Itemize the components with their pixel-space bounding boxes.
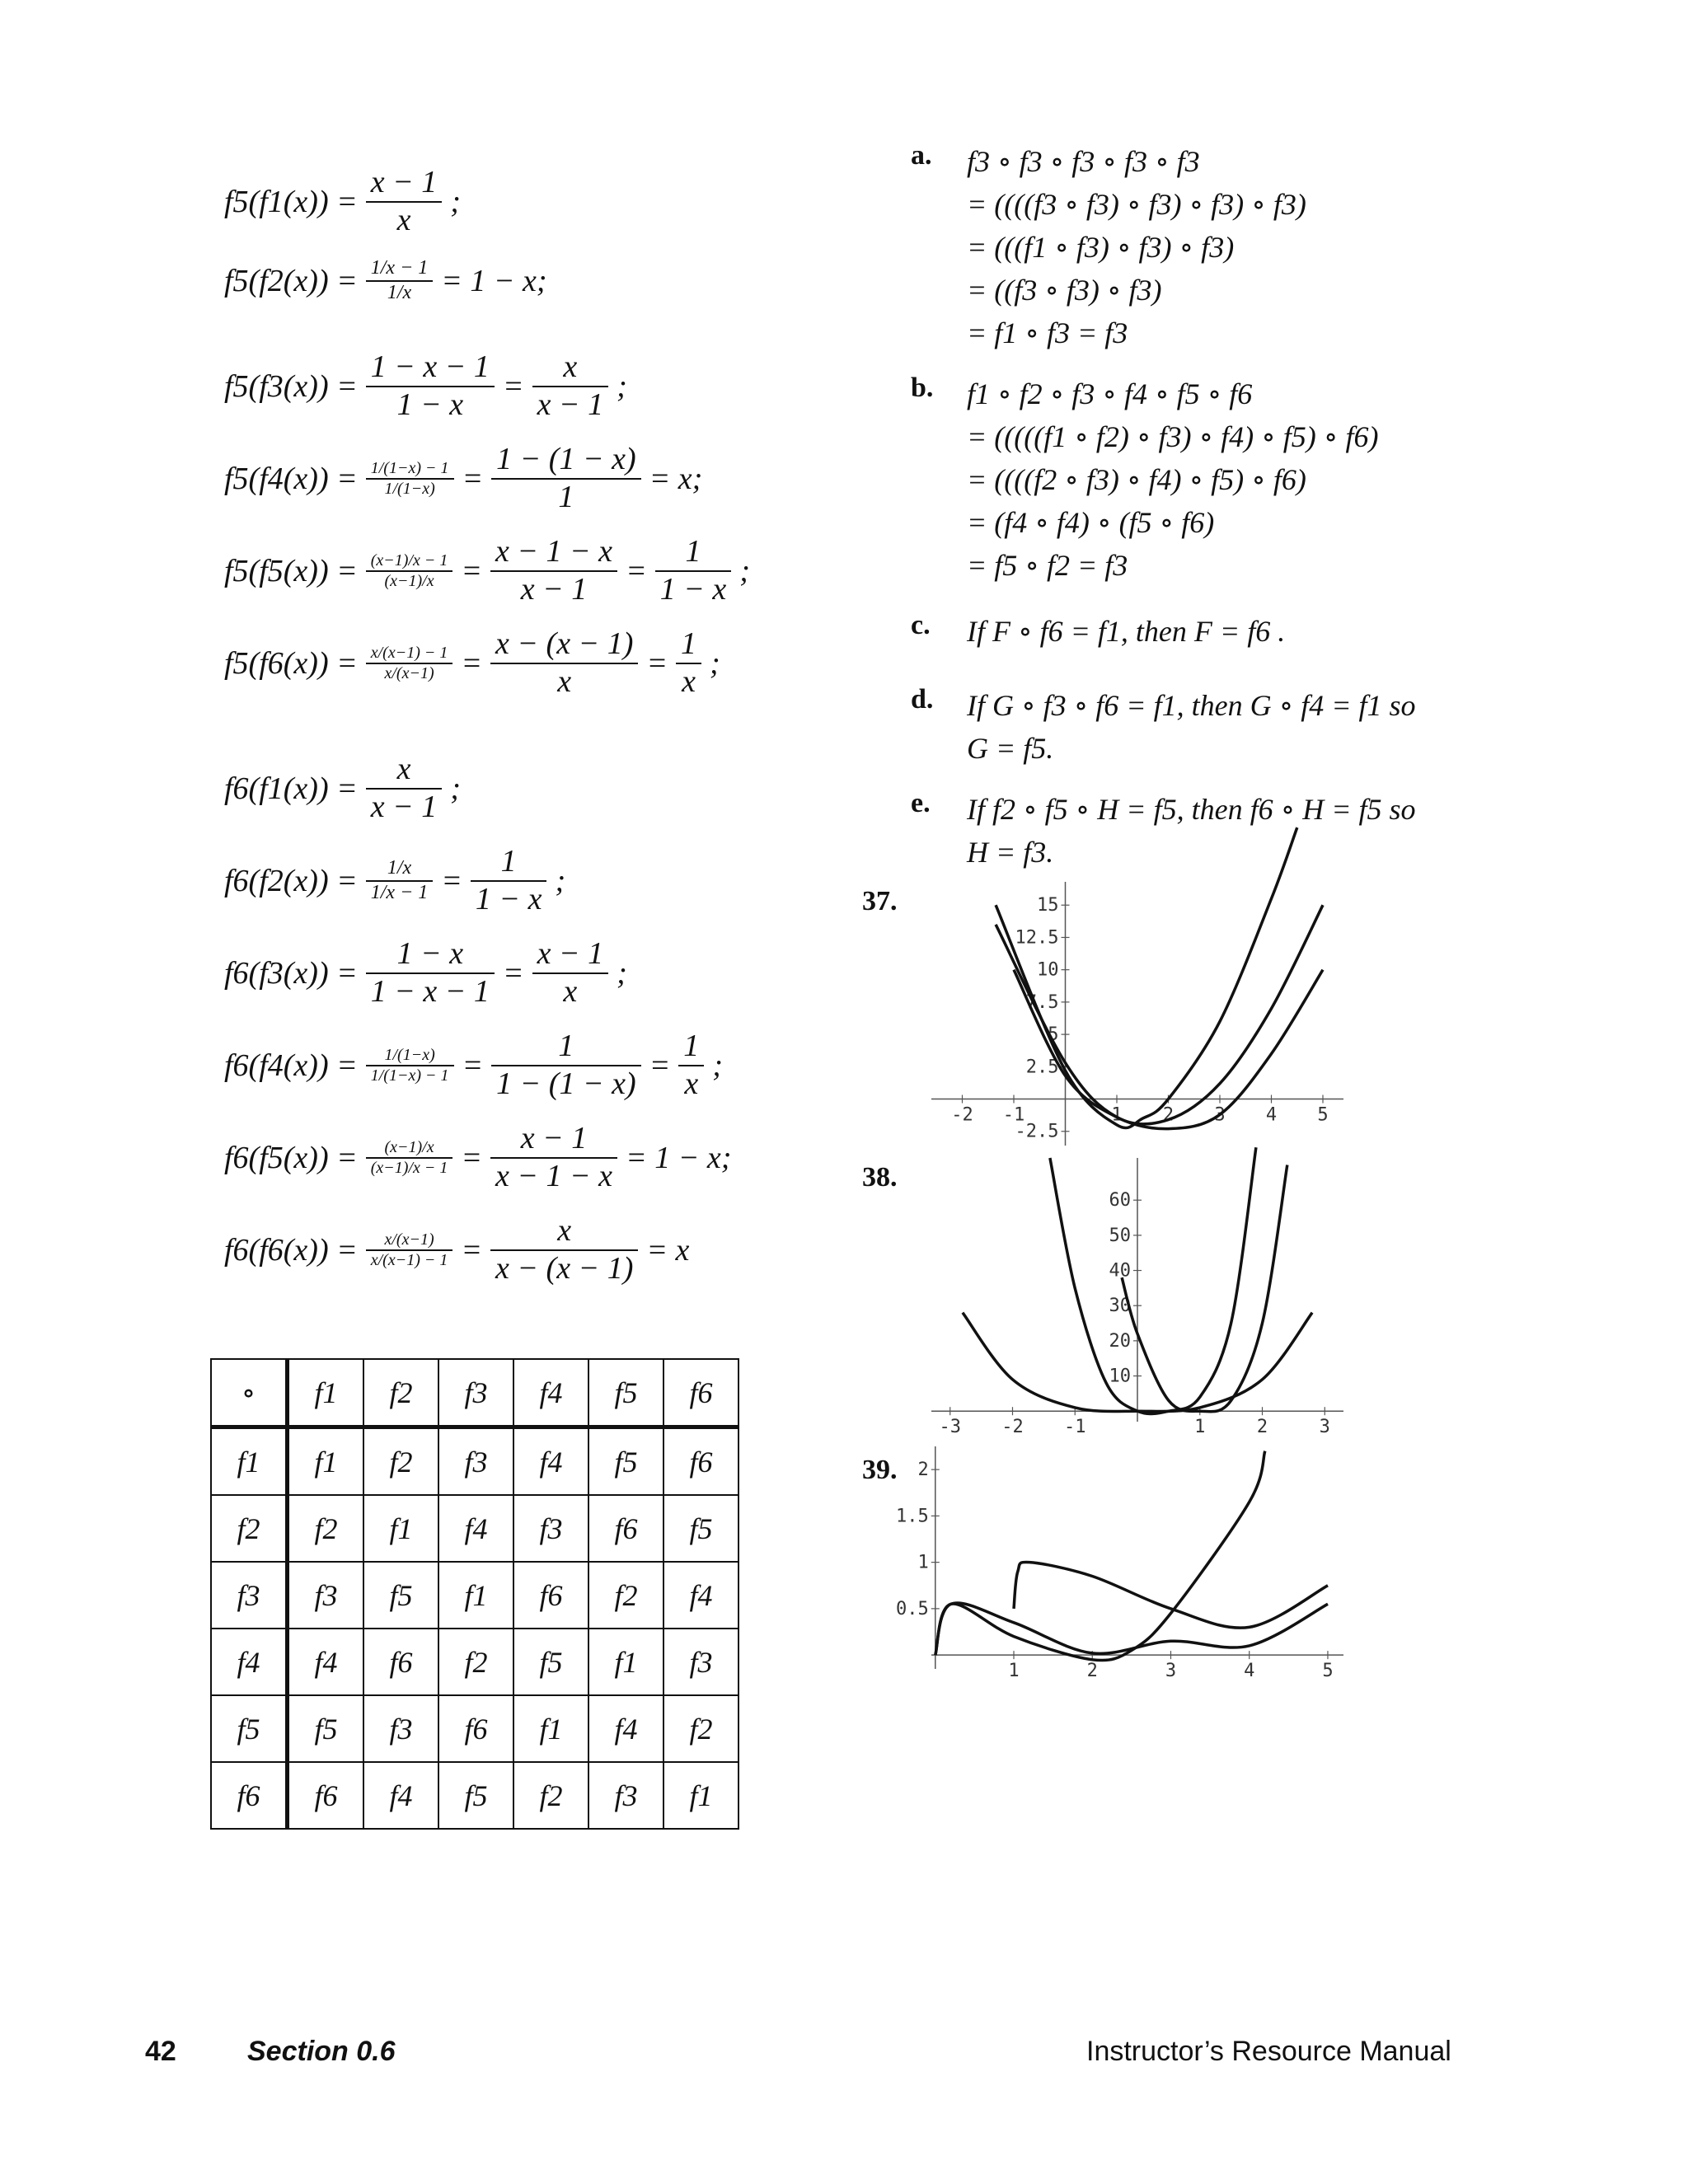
numerator: 1/x	[366, 857, 434, 882]
fraction	[655, 534, 732, 607]
table-cell: f4	[513, 1427, 588, 1496]
equals: =	[649, 1047, 671, 1083]
equation-f5-f3	[224, 349, 867, 442]
denominator: 1 − x − 1	[370, 973, 490, 1009]
part-label: c.	[911, 610, 931, 640]
line: If G ∘ f3 ∘ f6 = f1, then G ∘ f4 = f1 so	[967, 689, 1416, 722]
denominator: x/(x−1)	[384, 663, 434, 682]
lhs: f6(f1(x)) =	[224, 771, 358, 806]
tail: ;	[617, 955, 627, 991]
tail: ;	[450, 771, 461, 806]
table-cell: f5	[363, 1562, 438, 1629]
numerator: 1	[471, 844, 547, 882]
y-tick-label: 0.5	[896, 1598, 929, 1619]
table-header-cell: f4	[513, 1359, 588, 1427]
section-title: Section 0.6	[247, 2036, 396, 2067]
part-lines	[967, 788, 1416, 874]
table-cell: f3	[363, 1695, 438, 1762]
left-equations	[224, 165, 867, 1305]
lhs: f6(f3(x)) =	[224, 955, 358, 991]
chart-39	[896, 1438, 1352, 1682]
numerator: 1	[655, 534, 732, 572]
denominator: x/(x−1) − 1	[370, 1250, 448, 1269]
table-cell: f3	[588, 1762, 663, 1829]
lhs: f5(f3(x)) =	[224, 368, 358, 404]
numerator: x − (x − 1)	[490, 626, 638, 664]
numerator: x	[490, 1213, 638, 1251]
table-header-cell: f5	[588, 1359, 663, 1427]
x-tick-label: 5	[1322, 1661, 1334, 1682]
problem-37-label: 37.	[862, 886, 898, 916]
equation-f6-f4	[224, 1029, 867, 1121]
table-cell: f4	[663, 1562, 738, 1629]
table-cell: f5	[663, 1495, 738, 1562]
fraction	[366, 1138, 453, 1178]
equals: =	[461, 645, 483, 681]
equals: =	[646, 645, 668, 681]
fraction	[532, 936, 609, 1010]
part-d	[911, 684, 1488, 780]
line: = ((((f3 ∘ f3) ∘ f3) ∘ f3) ∘ f3)	[967, 188, 1306, 221]
equals: =	[441, 863, 462, 898]
table-cell: f1	[588, 1629, 663, 1695]
numerator: (x−1)/x − 1	[366, 551, 453, 572]
denominator: x	[563, 973, 578, 1009]
table-cell: f5	[588, 1427, 663, 1496]
denominator: 1 − (1 − x)	[496, 1066, 636, 1101]
table-row	[211, 1562, 738, 1629]
composition-table	[210, 1358, 739, 1830]
table-row	[211, 1495, 738, 1562]
part-b	[911, 373, 1488, 602]
table-row-header: f2	[211, 1495, 288, 1562]
x-tick-label: -1	[1063, 1417, 1086, 1438]
table-cell: f4	[588, 1695, 663, 1762]
table-header-row	[211, 1359, 738, 1427]
numerator: 1 − x − 1	[366, 349, 495, 387]
lhs: f6(f4(x)) =	[224, 1047, 358, 1083]
table-cell: f6	[513, 1562, 588, 1629]
y-tick-label: 1.5	[896, 1506, 929, 1527]
numerator: x/(x−1)	[366, 1230, 453, 1251]
lhs: f6(f2(x)) =	[224, 863, 358, 898]
part-c	[911, 610, 1488, 676]
part-a	[911, 140, 1488, 364]
table-cell: f6	[663, 1427, 738, 1496]
x-tick-label: 2	[1086, 1661, 1098, 1682]
numerator: 1	[491, 1029, 640, 1066]
x-tick-label: 4	[1265, 1104, 1278, 1126]
lhs: f5(f4(x)) =	[224, 461, 358, 496]
table-cell: f6	[288, 1762, 364, 1829]
table-row	[211, 1427, 738, 1496]
fraction	[490, 1121, 617, 1194]
part-e	[911, 788, 1488, 879]
table-cell: f3	[288, 1562, 364, 1629]
denominator: x − (x − 1)	[495, 1250, 634, 1286]
line: If F ∘ f6 = f1, then F = f6 .	[967, 615, 1286, 648]
equation-f5-f2	[224, 257, 867, 349]
y-tick-label: 30	[1109, 1296, 1131, 1317]
denominator: x − 1	[537, 387, 604, 422]
part-label: b.	[911, 373, 934, 403]
x-tick-label: 1	[1194, 1417, 1206, 1438]
line: H = f3.	[967, 836, 1054, 869]
fraction	[366, 459, 454, 499]
equation-f6-f1	[224, 752, 867, 844]
fraction	[366, 257, 434, 304]
numerator: 1/x − 1	[366, 257, 434, 282]
x-tick-label: 2	[1256, 1417, 1268, 1438]
tail: = x	[646, 1232, 690, 1268]
numerator: 1 − (1 − x)	[491, 442, 640, 480]
x-tick-label: 3	[1214, 1104, 1226, 1126]
table-cell: f4	[438, 1495, 513, 1562]
fraction	[366, 165, 443, 238]
equation-f6-f5	[224, 1121, 867, 1213]
numerator: x	[366, 752, 443, 790]
fraction	[366, 644, 453, 683]
series-line	[1014, 1562, 1328, 1628]
series-line	[1122, 1165, 1287, 1412]
part-label: e.	[911, 788, 931, 818]
table-cell: f6	[363, 1629, 438, 1695]
table-header-cell: f3	[438, 1359, 513, 1427]
table-cell: f4	[363, 1762, 438, 1829]
x-tick-label: 2	[1162, 1104, 1175, 1126]
table-cell: f2	[663, 1695, 738, 1762]
fraction	[676, 626, 701, 700]
x-tick-label: 5	[1317, 1104, 1329, 1126]
y-tick-label: 50	[1109, 1225, 1131, 1246]
numerator: 1	[676, 626, 701, 664]
fraction	[471, 844, 547, 917]
table-cell: f2	[513, 1762, 588, 1829]
denominator: 1	[558, 479, 574, 514]
denominator: 1/(1−x) − 1	[370, 1066, 449, 1085]
line: = f5 ∘ f2 = f3	[967, 549, 1128, 582]
equation-f5-f5	[224, 534, 867, 626]
table-cell: f2	[363, 1427, 438, 1496]
line: = f1 ∘ f3 = f3	[967, 316, 1128, 349]
fraction	[366, 752, 443, 825]
chart-37	[923, 874, 1352, 1154]
y-tick-label: 40	[1109, 1260, 1131, 1282]
table-cell: f1	[288, 1427, 364, 1496]
denominator: x − 1	[520, 571, 588, 607]
fraction	[490, 1213, 638, 1286]
lhs: f6(f5(x)) =	[224, 1140, 358, 1175]
part-label: d.	[911, 684, 934, 715]
tail: = 1 − x;	[441, 263, 547, 298]
equals: =	[461, 1232, 483, 1268]
equals: =	[462, 1047, 484, 1083]
fraction	[491, 442, 640, 515]
table-header-cell: f1	[288, 1359, 364, 1427]
fraction	[490, 534, 617, 607]
x-tick-label: -1	[1002, 1104, 1025, 1126]
denominator: 1 − x	[396, 387, 464, 422]
tail: ;	[617, 368, 627, 404]
y-tick-label: 2	[917, 1460, 929, 1481]
denominator: 1 − x	[659, 571, 727, 607]
numerator: x − 1	[532, 936, 609, 974]
table-cell: f3	[663, 1629, 738, 1695]
lhs: f5(f5(x)) =	[224, 553, 358, 588]
tail: ;	[450, 184, 461, 219]
fraction	[366, 349, 495, 423]
table-cell: f2	[438, 1629, 513, 1695]
fraction	[678, 1029, 704, 1102]
equation-f6-f2	[224, 844, 867, 936]
x-tick-label: 1	[1111, 1104, 1123, 1126]
numerator: 1	[678, 1029, 704, 1066]
table-header-cell: f2	[363, 1359, 438, 1427]
y-tick-label: 1	[917, 1552, 929, 1573]
y-tick-label: 10	[1109, 1366, 1131, 1387]
chart-38	[923, 1150, 1352, 1438]
x-tick-label: 3	[1319, 1417, 1330, 1438]
table-row-header: f5	[211, 1695, 288, 1762]
table-cell: f5	[288, 1695, 364, 1762]
line: = (((f1 ∘ f3) ∘ f3) ∘ f3)	[967, 231, 1235, 264]
table-row-header: f4	[211, 1629, 288, 1695]
y-tick-label: 15	[1037, 895, 1059, 916]
denominator: x − 1	[370, 789, 438, 824]
x-tick-label: -3	[939, 1417, 961, 1438]
table-row-header: f1	[211, 1427, 288, 1496]
y-tick-label: 10	[1037, 959, 1059, 981]
part-label: a.	[911, 140, 932, 171]
fraction	[490, 626, 638, 700]
y-tick-label: 60	[1109, 1190, 1131, 1212]
line: G = f5.	[967, 732, 1054, 765]
x-tick-label: -2	[951, 1104, 973, 1126]
denominator: 1/x	[387, 281, 412, 303]
tail: = x;	[649, 461, 703, 496]
series-line	[935, 1451, 1265, 1661]
line: f1 ∘ f2 ∘ f3 ∘ f4 ∘ f5 ∘ f6	[967, 377, 1253, 410]
part-lines	[967, 373, 1378, 587]
table-cell: f1	[513, 1695, 588, 1762]
equals: =	[461, 1140, 483, 1175]
equation-f5-f1	[224, 165, 867, 257]
numerator: x − 1 − x	[490, 534, 617, 572]
table-cell: f2	[588, 1562, 663, 1629]
numerator: x − 1	[490, 1121, 617, 1159]
fraction	[366, 1230, 453, 1270]
fraction	[366, 1046, 454, 1085]
table-cell: f5	[438, 1762, 513, 1829]
equation-f6-f6	[224, 1213, 867, 1305]
lhs: f5(f6(x)) =	[224, 645, 358, 681]
equals: =	[462, 461, 484, 496]
manual-title: Instructor’s Resource Manual	[1086, 2036, 1451, 2067]
fraction	[532, 349, 609, 423]
equation-f6-f3	[224, 936, 867, 1029]
numerator: x/(x−1) − 1	[366, 644, 453, 664]
table-cell: f1	[663, 1762, 738, 1829]
denominator: x	[557, 663, 572, 699]
numerator: 1 − x	[366, 936, 495, 974]
y-tick-label: 7.5	[1025, 991, 1059, 1013]
table-row-header: f3	[211, 1562, 288, 1629]
table-cell: f3	[438, 1427, 513, 1496]
x-tick-label: 1	[1008, 1661, 1020, 1682]
table-cell: f2	[288, 1495, 364, 1562]
table-row	[211, 1695, 738, 1762]
part-lines	[967, 140, 1306, 354]
denominator: x	[684, 1066, 699, 1101]
lhs: f5(f2(x)) =	[224, 263, 358, 298]
numerator: x	[532, 349, 609, 387]
y-tick-label: -2.5	[1015, 1121, 1059, 1142]
table-row	[211, 1762, 738, 1829]
fraction	[491, 1029, 640, 1102]
denominator: x	[396, 202, 411, 237]
tail: ;	[739, 553, 750, 588]
y-tick-label: 12.5	[1015, 927, 1059, 949]
x-tick-label: -2	[1001, 1417, 1024, 1438]
table-row	[211, 1629, 738, 1695]
fraction	[366, 936, 495, 1010]
line: = (((((f1 ∘ f2) ∘ f3) ∘ f4) ∘ f5) ∘ f6)	[967, 420, 1379, 453]
line: If f2 ∘ f5 ∘ H = f5, then f6 ∘ H = f5 so	[967, 793, 1416, 826]
x-tick-label: 4	[1244, 1661, 1255, 1682]
equation-f5-f6	[224, 626, 867, 719]
denominator: 1/(1−x)	[384, 479, 435, 498]
tail: = 1 − x;	[626, 1140, 732, 1175]
table-cell: f6	[588, 1495, 663, 1562]
y-tick-label: 5	[1048, 1024, 1059, 1046]
part-lines	[967, 610, 1285, 653]
line: f3 ∘ f3 ∘ f3 ∘ f3 ∘ f3	[967, 145, 1200, 178]
lhs: f6(f6(x)) =	[224, 1232, 358, 1268]
right-parts	[911, 140, 1488, 887]
x-tick-label: 3	[1165, 1661, 1177, 1682]
equals: =	[502, 955, 524, 991]
table-cell: f3	[513, 1495, 588, 1562]
table-cell: f1	[363, 1495, 438, 1562]
denominator: x − 1 − x	[495, 1158, 613, 1193]
problem-38-label: 38.	[862, 1162, 898, 1193]
y-tick-label: 20	[1109, 1330, 1131, 1352]
denominator: 1/x − 1	[370, 881, 429, 903]
numerator: 1/(1−x) − 1	[366, 459, 454, 480]
table-cell: f1	[438, 1562, 513, 1629]
numerator: (x−1)/x	[366, 1138, 453, 1159]
table-header-cell: f6	[663, 1359, 738, 1427]
equals: =	[502, 368, 524, 404]
part-lines	[967, 684, 1416, 770]
table-cell: f6	[438, 1695, 513, 1762]
denominator: (x−1)/x	[384, 571, 434, 590]
equals: =	[461, 553, 483, 588]
tail: ;	[712, 1047, 723, 1083]
equation-f5-f4	[224, 442, 867, 534]
line: = ((f3 ∘ f3) ∘ f3)	[967, 274, 1162, 307]
denominator: 1 − x	[475, 881, 542, 916]
numerator: 1/(1−x)	[366, 1046, 454, 1066]
line: = ((((f2 ∘ f3) ∘ f4) ∘ f5) ∘ f6)	[967, 463, 1306, 496]
series-line	[935, 1603, 1328, 1655]
numerator: x − 1	[366, 165, 443, 203]
page-number: 42	[145, 2036, 176, 2067]
table-row-header: f6	[211, 1762, 288, 1829]
fraction	[366, 551, 453, 591]
table-cell: f5	[513, 1629, 588, 1695]
fraction	[366, 857, 434, 904]
table-header-cell: ∘	[211, 1359, 288, 1427]
equals: =	[626, 553, 647, 588]
y-tick-label: 2.5	[1025, 1057, 1059, 1078]
problem-39-label: 39.	[862, 1455, 898, 1485]
tail: ;	[710, 645, 720, 681]
table-cell: f4	[288, 1629, 364, 1695]
denominator: (x−1)/x − 1	[370, 1158, 448, 1177]
tail: ;	[555, 863, 566, 898]
lhs: f5(f1(x)) =	[224, 184, 358, 219]
denominator: x	[682, 663, 696, 699]
line: = (f4 ∘ f4) ∘ (f5 ∘ f6)	[967, 506, 1215, 539]
